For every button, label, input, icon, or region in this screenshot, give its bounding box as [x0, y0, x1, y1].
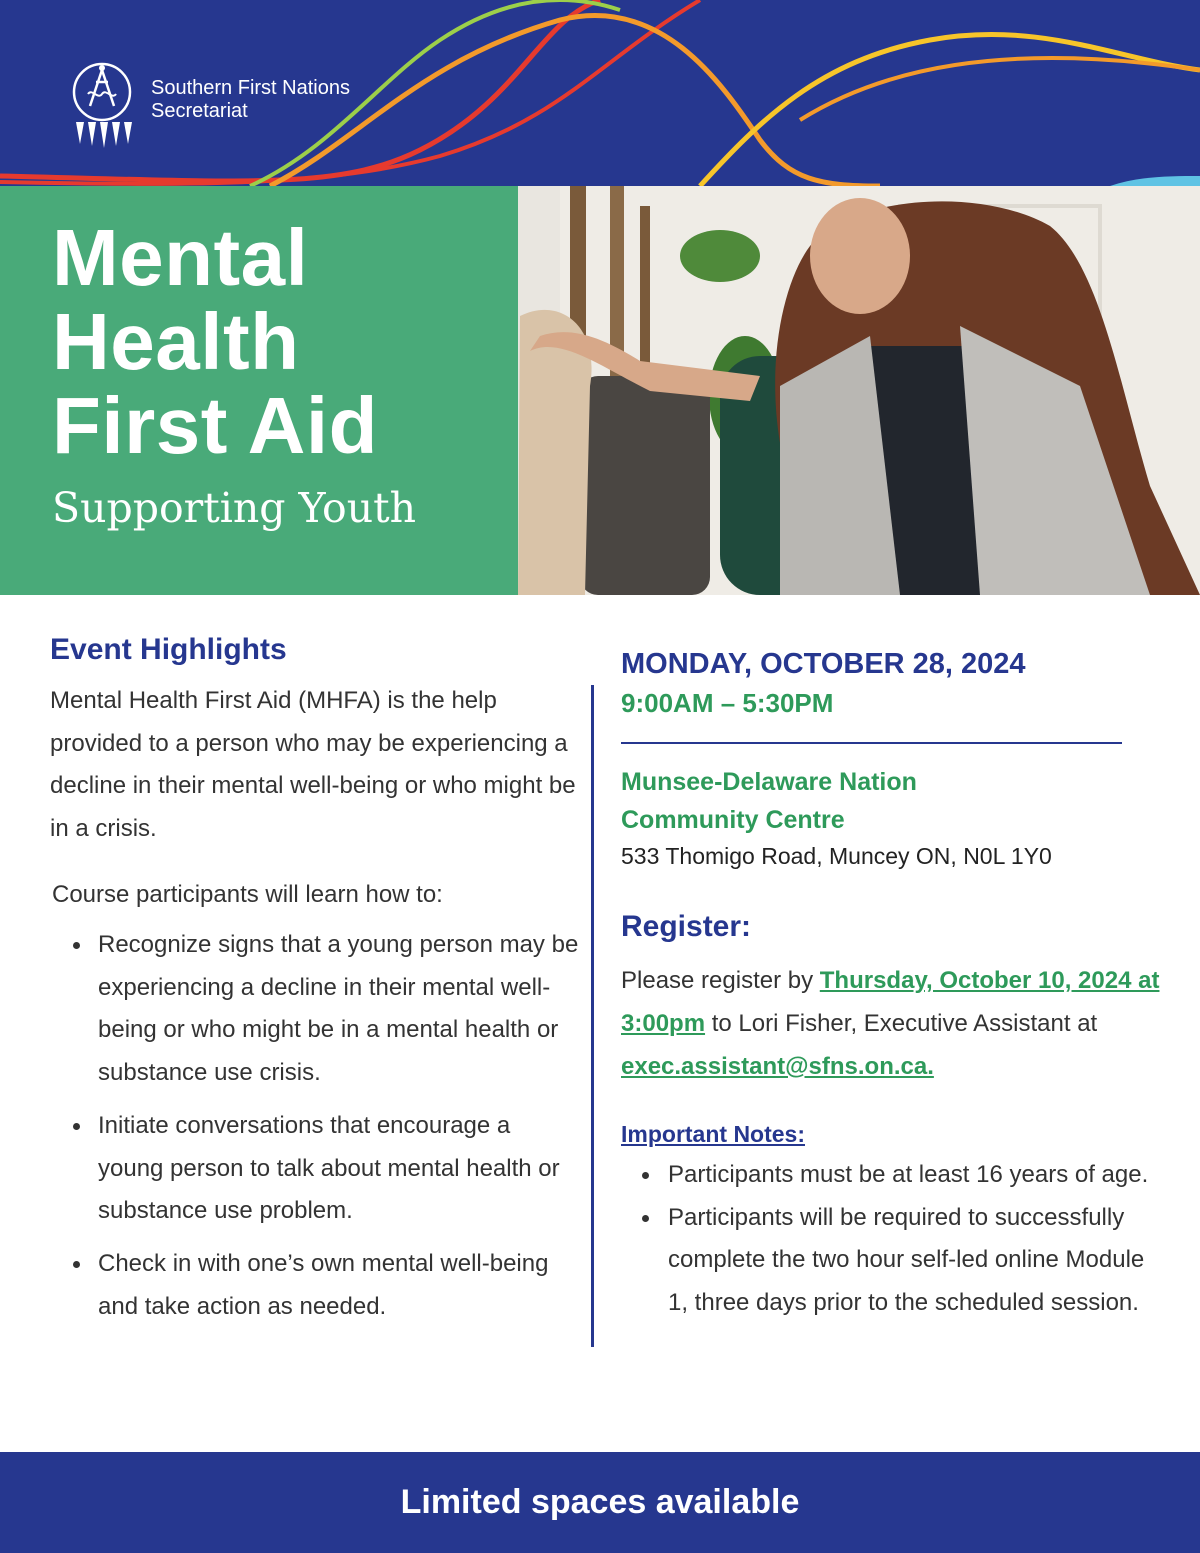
event-highlights-section	[50, 630, 580, 1338]
learning-outcomes-list	[50, 924, 580, 1328]
event-address: 533 Thomigo Road, Muncey ON, N0L 1Y0	[621, 843, 1052, 869]
sfns-logo	[70, 60, 134, 160]
register-text-before: Please register by	[621, 967, 820, 994]
hero-title-line2: Health	[52, 297, 300, 386]
register-text-middle: to Lori Fisher, Executive Assistant at	[705, 1010, 1098, 1037]
column-divider	[591, 685, 594, 1347]
important-notes-list	[621, 1154, 1161, 1324]
hero-title	[52, 213, 378, 470]
footer-band	[0, 1452, 1200, 1553]
learning-outcome-item: Initiate conversations that encourage a young person to talk about mental health or substance use problem.	[50, 1105, 580, 1233]
event-time: 9:00AM – 5:30PM	[621, 688, 834, 718]
org-name-line2: Secretariat	[151, 100, 248, 122]
mhfa-intro-paragraph: Mental Health First Aid (MHFA) is the help provided to a person who may be experiencing a decline in their mental well-being or who might be in a crisis.	[50, 687, 576, 842]
hero-banner	[0, 186, 1200, 595]
venue-line2: Community Centre	[621, 806, 845, 834]
learn-lead-text: Course participants will learn how to:	[52, 881, 443, 908]
hero-subtitle: Supporting Youth	[52, 484, 417, 532]
note-item: Participants must be at least 16 years of age.	[621, 1154, 1161, 1197]
event-details-section	[621, 645, 1161, 1324]
note-item: Participants will be required to successfully complete the two hour self-led online Module 1, three days prior to the scheduled session.	[621, 1197, 1161, 1325]
register-paragraph	[621, 959, 1161, 1088]
org-name-line1: Southern First Nations	[151, 77, 350, 99]
register-heading: Register:	[621, 910, 752, 943]
learning-outcome-item: Check in with one’s own mental well-being and take action as needed.	[50, 1243, 580, 1328]
details-rule	[621, 742, 1122, 744]
hero-title-line1: Mental	[52, 213, 309, 302]
hero-title-line3: First Aid	[52, 381, 378, 470]
important-notes-heading: Important Notes:	[621, 1121, 805, 1147]
learning-outcome-item: Recognize signs that a young person may be experiencing a decline in their mental well-being or who might be in a mental health or substance use crisis.	[50, 924, 580, 1095]
event-date: MONDAY, OCTOBER 28, 2024	[621, 648, 1026, 680]
organization-name	[151, 77, 350, 123]
header-band	[0, 0, 1200, 186]
event-highlights-heading: Event Highlights	[50, 633, 287, 666]
venue-line1: Munsee-Delaware Nation	[621, 768, 917, 796]
register-email-link[interactable]: exec.assistant@sfns.on.ca.	[621, 1053, 934, 1080]
register-deadline-link[interactable]: Thursday, October 10, 2024 at 3:00pm	[621, 967, 1160, 1037]
event-venue	[621, 763, 1161, 839]
limited-spaces-text: Limited spaces available	[400, 1483, 800, 1521]
